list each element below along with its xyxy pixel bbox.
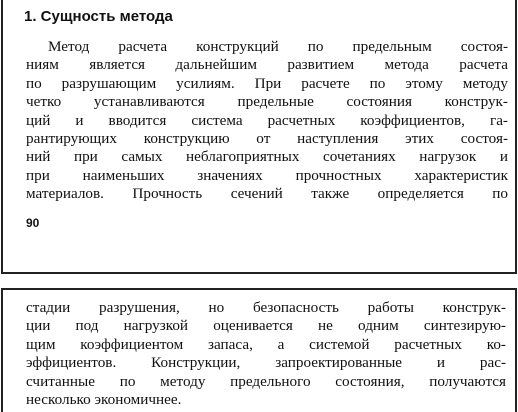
- text-line: щим коэффициентом запаса, а системой расчетных ко-: [26, 335, 506, 353]
- text-line: считанные по методу предельного состояния, получаются: [26, 372, 506, 390]
- top-page-text: [26, 38, 508, 204]
- text-line: при наименьших значениях прочностных характеристик: [26, 166, 508, 184]
- text-line: ций и вводится система расчетных коэффициентов, га-: [26, 111, 508, 129]
- text-line: материалов. Прочность сечений также определяется по: [26, 185, 508, 203]
- page-number: 90: [26, 216, 40, 230]
- text-line: ции под нагрузкой оценивается не одним синтезирую-: [26, 317, 506, 335]
- text-line: стадии разрушения, но безопасность работы конструк-: [26, 299, 506, 316]
- text-line: Метод расчета конструкций по предельным состоя-: [48, 38, 508, 55]
- text-line: ниям является дальнейшим развитием метода расчета: [26, 56, 508, 74]
- top-page: [1, 0, 517, 274]
- text-line: рантирующих конструкцию от наступления этих состоя-: [26, 129, 508, 147]
- text-line: ний при самых неблагоприятных сочетаниях нагрузок и: [26, 148, 508, 166]
- text-line: по разрушающим усилиям. При расчете по этому методу: [26, 74, 508, 92]
- text-line: четко устанавливаются предельные состояния конструк-: [26, 93, 508, 111]
- bottom-page-text: [26, 299, 506, 409]
- text-line: эффициентов. Конструкции, запроектированные и рас-: [26, 354, 506, 372]
- page-gap: [0, 274, 518, 288]
- text-line: несколько экономичнее.: [26, 390, 182, 408]
- section-title: 1. Сущность метода: [24, 8, 173, 25]
- bottom-page: [1, 288, 517, 412]
